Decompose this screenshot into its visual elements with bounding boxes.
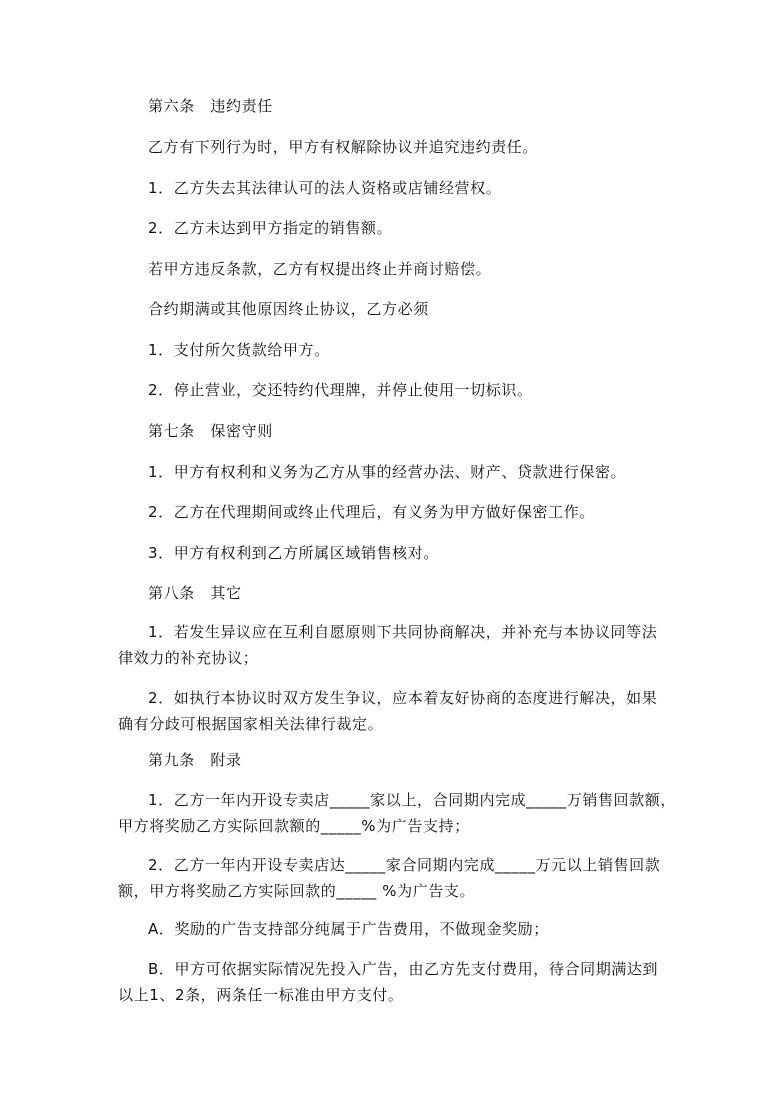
article-7-heading: 第七条 保密守则 xyxy=(148,422,273,440)
paragraph-line: 确有分歧可根据国家相关法律行裁定。 xyxy=(118,715,384,733)
paragraph-8-2 xyxy=(118,685,663,737)
list-item: 1．甲方有权利和义务为乙方从事的经营办法、财产、贷款进行保密。 xyxy=(148,463,627,481)
paragraph-line: 2．乙方一年内开设专卖店达_____家合同期内完成_____万元以上销售回款 xyxy=(148,856,661,874)
paragraph: 乙方有下列行为时，甲方有权解除协议并追究违约责任。 xyxy=(148,138,539,156)
paragraph-line: B．甲方可依据实际情况先投入广告，由乙方先支付费用，待合同期满达到 xyxy=(148,960,659,978)
paragraph-a: A．奖励的广告支持部分纯属于广告费用，不做现金奖励； xyxy=(148,920,549,938)
paragraph-9-2 xyxy=(118,852,663,904)
list-item: 2．乙方在代理期间或终止代理后，有义务为甲方做好保密工作。 xyxy=(148,503,595,521)
list-item: 1．乙方失去其法律认可的法人资格或店铺经营权。 xyxy=(148,179,502,197)
article-6-heading: 第六条 违约责任 xyxy=(148,97,273,115)
paragraph-line: 1．若发生异议应在互利自愿原则下共同协商解决，并补充与本协议同等法 xyxy=(148,623,658,641)
list-item: 1．支付所欠货款给甲方。 xyxy=(148,341,330,359)
list-item: 2．停止营业，交还特约代理牌，并停止使用一切标识。 xyxy=(148,381,533,399)
paragraph-line: 2．如执行本协议时双方发生争议，应本着友好协商的态度进行解决，如果 xyxy=(148,689,658,707)
paragraph-line: 甲方将奖励乙方实际回款额的_____%为广告支持； xyxy=(118,817,470,835)
paragraph: 合约期满或其他原因终止协议，乙方必须 xyxy=(148,300,429,318)
paragraph-line: 律效力的补充协议； xyxy=(118,649,259,667)
paragraph-b xyxy=(118,956,663,1008)
paragraph-8-1 xyxy=(118,619,663,671)
list-item: 2．乙方未达到甲方指定的销售额。 xyxy=(148,219,393,237)
paragraph-9-1 xyxy=(118,787,676,839)
paragraph-line: 以上1、2条，两条任一标准由甲方支付。 xyxy=(118,986,404,1004)
article-8-heading: 第八条 其它 xyxy=(148,584,242,602)
list-item: 3．甲方有权利到乙方所属区域销售核对。 xyxy=(148,544,439,562)
paragraph: 若甲方违反条款，乙方有权提出终止并商讨赔偿。 xyxy=(148,260,492,278)
article-9-heading: 第九条 附录 xyxy=(148,751,242,769)
paragraph-line: 1．乙方一年内开设专卖店_____家以上，合同期内完成_____万销售回款额， xyxy=(148,791,676,809)
paragraph-line: 额，甲方将奖励乙方实际回款的_____ %为广告支。 xyxy=(118,882,476,900)
